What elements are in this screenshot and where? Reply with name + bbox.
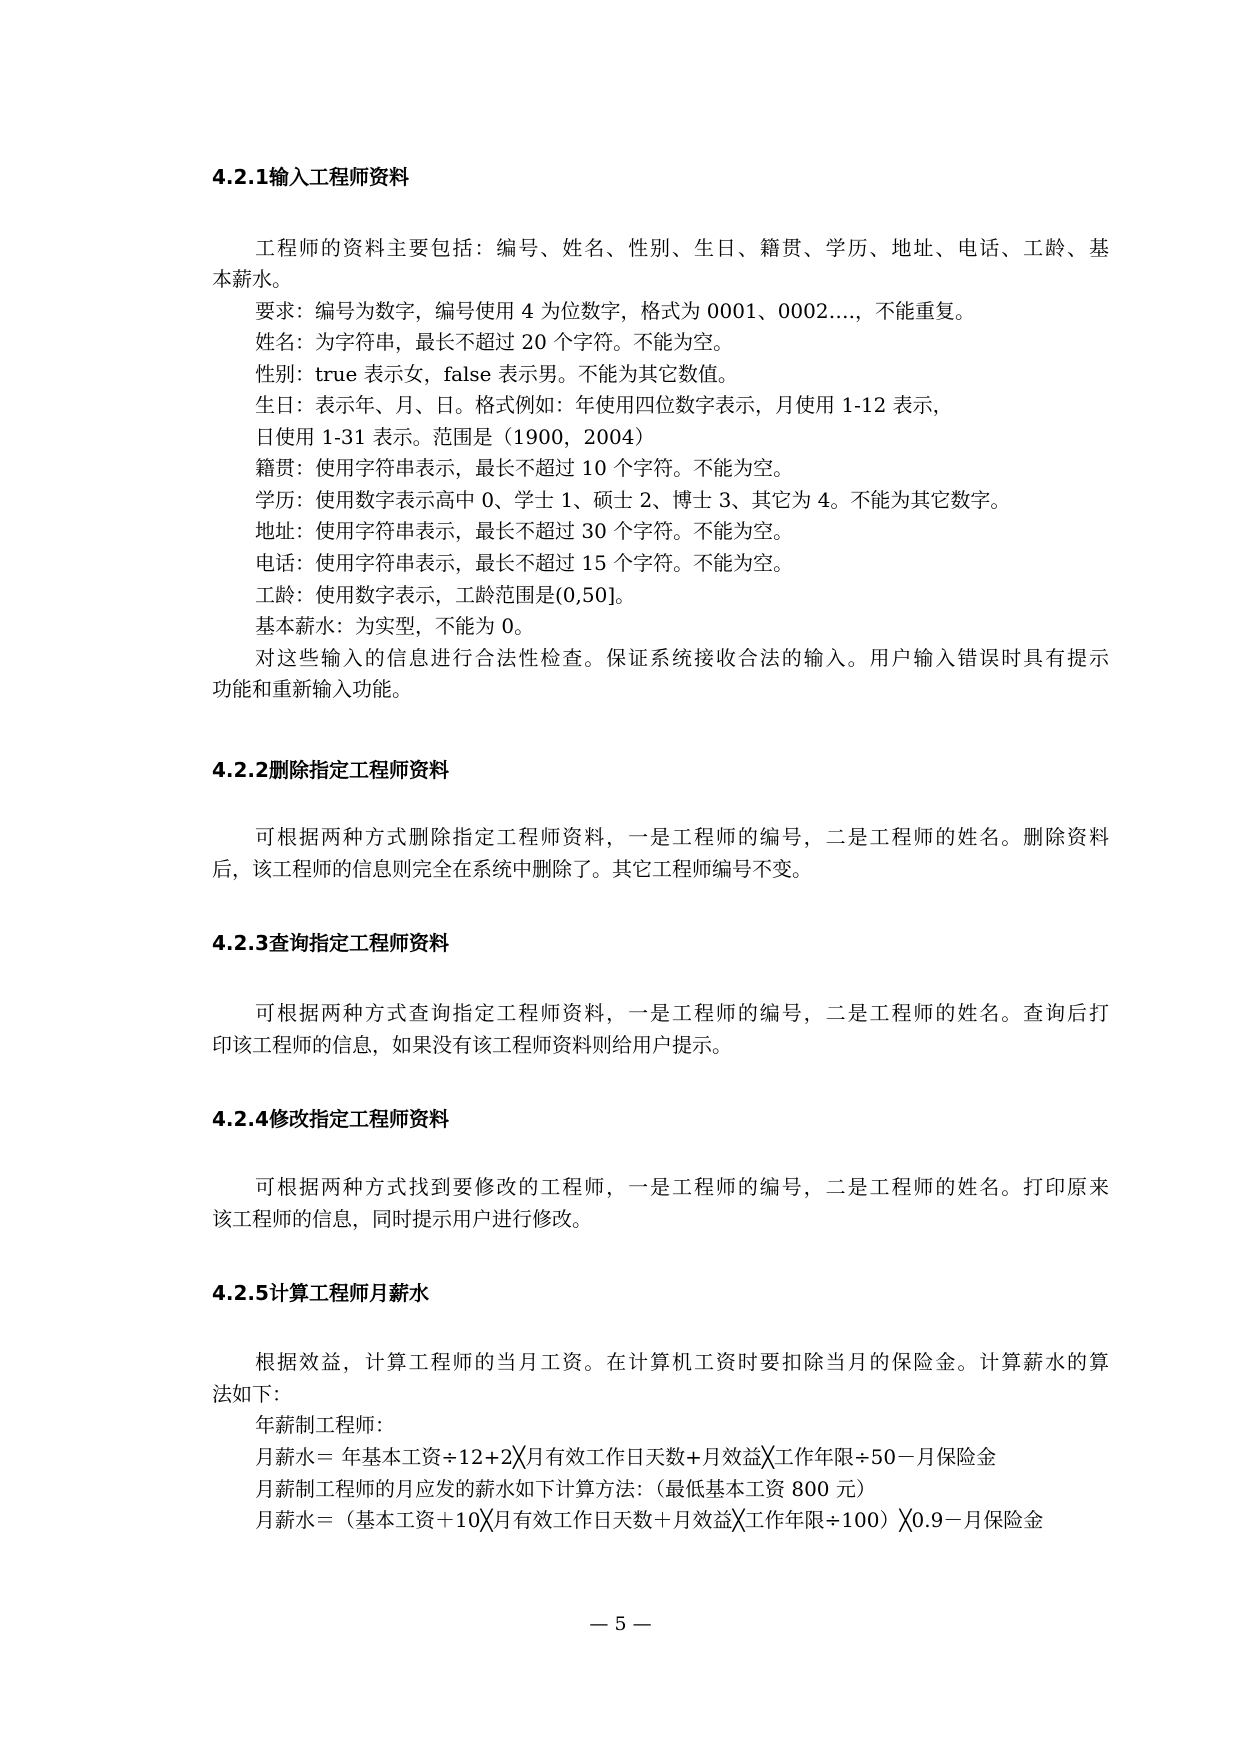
requirement-item-gender: 性别：true 表示女，false 表示男。不能为其它数值。 (255, 362, 738, 386)
paragraph-line: 功能和重新输入功能。 (212, 677, 412, 701)
requirement-item-birthday: 生日：表示年、月、日。格式例如：年使用四位数字表示，月使用 1-12 表示， (255, 393, 953, 417)
requirement-item-hometown: 籍贯：使用字符串表示，最长不超过 10 个字符。不能为空。 (255, 456, 794, 480)
section-heading-4-2-4: 4.2.4修改指定工程师资料 (212, 1107, 449, 1131)
paragraph-line: 可根据两种方式删除指定工程师资料，一是工程师的编号，二是工程师的姓名。删除资料 (255, 825, 1109, 849)
section-heading-4-2-5: 4.2.5计算工程师月薪水 (212, 1281, 429, 1305)
requirement-item-address: 地址：使用字符串表示，最长不超过 30 个字符。不能为空。 (255, 519, 794, 543)
paragraph-line: 对这些输入的信息进行合法性检查。保证系统接收合法的输入。用户输入错误时具有提示 (255, 646, 1109, 670)
paragraph-line: 根据效益，计算工程师的当月工资。在计算机工资时要扣除当月的保险金。计算薪水的算 (255, 1350, 1109, 1374)
requirement-item-education: 学历：使用数字表示高中 0、学士 1、硕士 2、博士 3、其它为 4。不能为其它数字。 (255, 488, 1011, 512)
requirement-item-salary: 基本薪水：为实型，不能为 0。 (255, 614, 535, 638)
formula-monthly-salary: 月薪水＝（基本工资＋10╳月有效工作日天数＋月效益╳工作年限÷100）╳0.9－月保险金 (255, 1508, 1044, 1532)
requirement-item-id: 要求：编号为数字，编号使用 4 为位数字，格式为 0001、0002….，不能重复。 (255, 299, 975, 323)
requirement-item-name: 姓名：为字符串，最长不超过 20 个字符。不能为空。 (255, 330, 734, 354)
section-heading-4-2-2: 4.2.2删除指定工程师资料 (212, 758, 449, 782)
page-number: — 5 — (589, 1613, 652, 1635)
paragraph-line: 印该工程师的信息，如果没有该工程师资料则给用户提示。 (212, 1033, 732, 1057)
paragraph-line: 该工程师的信息，同时提示用户进行修改。 (212, 1207, 592, 1231)
formula-label-annual: 年薪制工程师： (255, 1413, 395, 1437)
paragraph-line: 法如下： (212, 1382, 292, 1406)
paragraph-line: 本薪水。 (212, 267, 292, 291)
requirement-item-phone: 电话：使用字符串表示，最长不超过 15 个字符。不能为空。 (255, 551, 794, 575)
requirement-item-seniority: 工龄：使用数字表示，工龄范围是(0,50]。 (255, 583, 636, 607)
paragraph-line: 可根据两种方式找到要修改的工程师，一是工程师的编号，二是工程师的姓名。打印原来 (255, 1175, 1109, 1199)
formula-label-monthly: 月薪制工程师的月应发的薪水如下计算方法：（最低基本工资 800 元） (255, 1477, 876, 1501)
paragraph-line: 工程师的资料主要包括：编号、姓名、性别、生日、籍贯、学历、地址、电话、工龄、基 (255, 236, 1109, 260)
section-heading-4-2-3: 4.2.3查询指定工程师资料 (212, 931, 449, 955)
paragraph-line: 可根据两种方式查询指定工程师资料，一是工程师的编号，二是工程师的姓名。查询后打 (255, 1001, 1109, 1025)
formula-annual-salary: 月薪水＝ 年基本工资÷12+2╳月有效工作日天数+月效益╳工作年限÷50－月保险金 (255, 1445, 997, 1469)
section-heading-4-2-1: 4.2.1输入工程师资料 (212, 165, 409, 189)
paragraph-line: 后，该工程师的信息则完全在系统中删除了。其它工程师编号不变。 (212, 857, 812, 881)
requirement-item-birthday-cont: 日使用 1-31 表示。范围是（1900，2004） (255, 425, 655, 449)
